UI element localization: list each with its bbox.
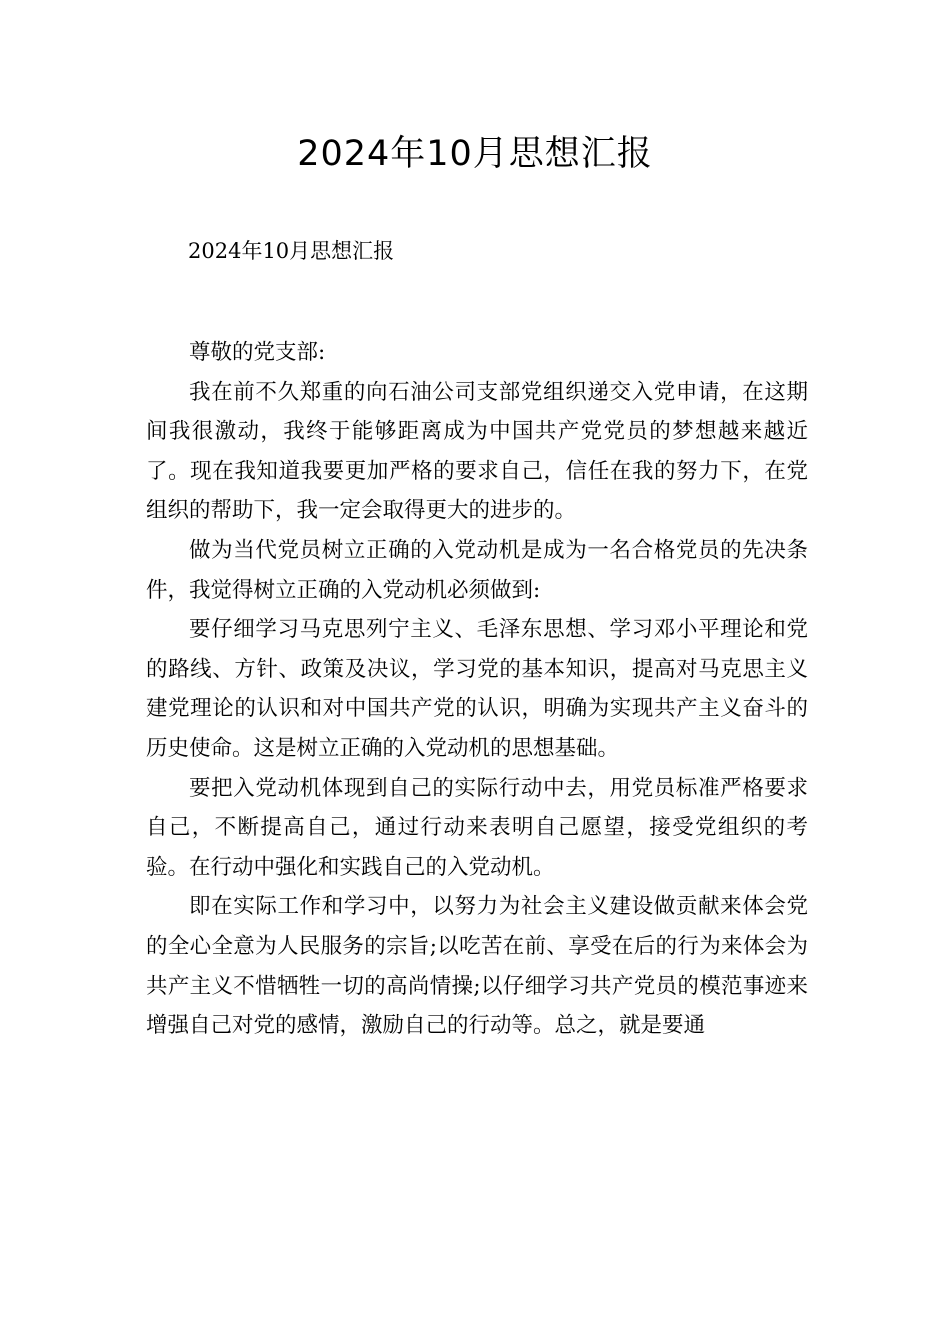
document-subtitle: 2024年10月思想汇报 bbox=[188, 239, 395, 263]
salutation: 尊敬的党支部: bbox=[189, 340, 326, 365]
paragraph-2: 做为当代党员树立正确的入党动机是成为一名合格党员的先决条件，我觉得树立正确的入党动机必须做到: bbox=[146, 537, 808, 603]
paragraph-1: 我在前不久郑重的向石油公司支部党组织递交入党申请，在这期间我很激动，我终于能够距离成为中国共产党党员的梦想越来越近了。现在我知道我要更加严格的要求自己，信任在我的努力下，在党组织的帮助下，我一定会取得更大的进步的。 bbox=[146, 379, 808, 524]
paragraph-4: 要把入党动机体现到自己的实际行动中去，用党员标准严格要求自己，不断提高自己，通过行动来表明自己愿望，接受党组织的考验。在行动中强化和实践自己的入党动机。 bbox=[146, 775, 808, 880]
paragraph-5: 即在实际工作和学习中，以努力为社会主义建设做贡献来体会党的全心全意为人民服务的宗旨;以吃苦在前、享受在后的行为来体会为共产主义不惜牺牲一切的高尚情操;以仔细学习共产党员的模范事迹来增强自己对党的感情，激励自己的行动等。总之，就是要通 bbox=[146, 894, 808, 1039]
document-body bbox=[146, 333, 808, 1046]
paragraph-3: 要仔细学习马克思列宁主义、毛泽东思想、学习邓小平理论和党的路线、方针、政策及决议，学习党的基本知识，提高对马克思主义建党理论的认识和对中国共产党的认识，明确为实现共产主义奋斗的历史使命。这是树立正确的入党动机的思想基础。 bbox=[146, 617, 808, 761]
document-title: 2024年10月思想汇报 bbox=[297, 134, 653, 174]
